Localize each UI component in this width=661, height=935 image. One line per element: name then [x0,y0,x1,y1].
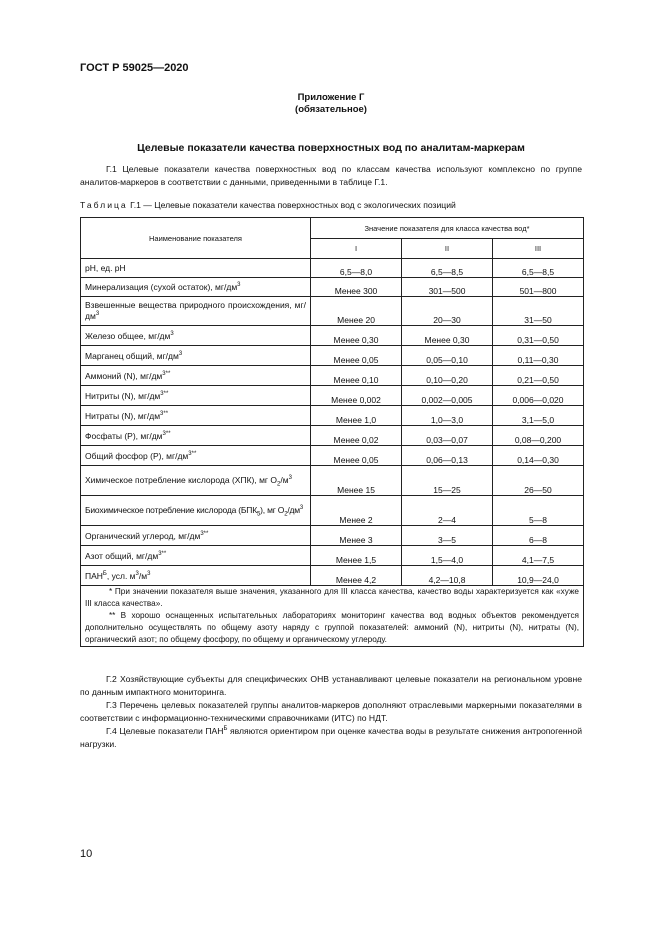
quality-table [80,217,584,647]
value-i: Менее 0,10 [311,366,402,386]
value-i: Менее 1,5 [311,546,402,566]
value-iii: 0,11—0,30 [493,346,584,366]
paragraph-g1-text: Г.1 Целевые показатели качества поверхностных вод по классам качества используют комплексно по группе аналитов-маркеров в соответствии с данными, приведенными в таблице Г.1. [80,164,582,187]
row-name: Азот общий, $мг/дм^{3**}$ [81,546,311,566]
value-iii: 26—50 [493,466,584,496]
table-row [81,446,584,466]
row-name: Взвешенные вещества природного происхождения, $мг/дм^3$ [81,297,311,326]
value-i: Менее 0,05 [311,346,402,366]
class-header-iii: III [493,239,584,259]
row-name: Фосфаты (P), $мг/дм^{3**}$ [81,426,311,446]
value-ii: 0,06—0,13 [402,446,493,466]
paragraph-g4: Г.4 Целевые показатели $ПАН^Б$ являются ориентиром при оценке качества воды в результате снижения антропогенной нагрузки. [80,726,582,749]
value-ii: Менее 0,30 [402,326,493,346]
value-ii: 0,05—0,10 [402,346,493,366]
paragraph-g1 [80,163,582,189]
value-iii: 31—50 [493,297,584,326]
row-name: Железо общее, $мг/дм^3$ [81,326,311,346]
col-group-header: Значение показателя для класса качества вод* [311,218,584,239]
table-row [81,278,584,297]
paragraph-g2: Г.2 Хозяйствующие субъекты для специфических ОНВ устанавливают целевые показатели на региональном уровне по данным импактного мониторинга. [80,674,582,697]
table-row [81,386,584,406]
value-iii: 0,08—0,200 [493,426,584,446]
row-name: Общий фосфор (P), $мг/дм^{3**}$ [81,446,311,466]
row-name: Нитриты (N), $мг/дм^{3**}$ [81,386,311,406]
value-ii: 1,0—3,0 [402,406,493,426]
value-iii: 6,5—8,5 [493,259,584,278]
document-header: ГОСТ Р 59025—2020 [80,62,189,74]
value-iii: 3,1—5,0 [493,406,584,426]
table-row [81,297,584,326]
value-iii: 0,006—0,020 [493,386,584,406]
table-notes-row [81,586,584,647]
paragraph-g3: Г.3 Перечень целевых показателей группы аналитов-маркеров дополняют отраслевыми маркерными показателями в соответствии с информационно-техническими справочниками (ИТС) по НДТ. [80,700,582,723]
value-i: Менее 0,002 [311,386,402,406]
appendix-status: (обязательное) [295,104,367,115]
table-row [81,496,584,526]
value-i: Менее 3 [311,526,402,546]
appendix-title: Приложение Г [297,92,365,103]
caption-prefix: Таблица [80,200,128,210]
table-row [81,466,584,496]
section-title: Целевые показатели качества поверхностных вод по аналитам-маркерам [137,142,525,154]
value-i: Менее 1,0 [311,406,402,426]
value-i: Менее 0,02 [311,426,402,446]
value-iii: 0,14—0,30 [493,446,584,466]
page-number: 10 [80,848,93,860]
value-iii: 4,1—7,5 [493,546,584,566]
value-i: Менее 20 [311,297,402,326]
value-iii: 0,21—0,50 [493,366,584,386]
table-row [81,406,584,426]
table-row [81,566,584,586]
row-name: $ПАН^Б$, усл. $м^3/м^3$ [81,566,311,586]
value-i: Менее 0,30 [311,326,402,346]
value-iii: 6—8 [493,526,584,546]
col-name-header: Наименование показателя [81,218,311,259]
class-header-ii: II [402,239,493,259]
value-i: Менее 4,2 [311,566,402,586]
value-i: Менее 300 [311,278,402,297]
value-iii: 0,31—0,50 [493,326,584,346]
caption-text: Г.1 — Целевые показатели качества поверхностных вод с экологических позиций [130,200,456,210]
table-notes [81,586,584,647]
value-ii: 4,2—10,8 [402,566,493,586]
row-name: Аммоний (N), $мг/дм^{3**}$ [81,366,311,386]
row-name: Нитраты (N), $мг/дм^{3**}$ [81,406,311,426]
table-row [81,526,584,546]
table-row [81,426,584,446]
note-1: * При значении показателя выше значения, указанного для III класса качества, качество воды характеризуется как «хуже III класса качества». [85,587,579,608]
value-ii: 0,002—0,005 [402,386,493,406]
value-ii: 3—5 [402,526,493,546]
value-ii: 0,03—0,07 [402,426,493,446]
row-name: Минерализация (сухой остаток), $мг/дм^3$ [81,278,311,297]
value-i: Менее 15 [311,466,402,496]
value-ii: 0,10—0,20 [402,366,493,386]
value-i: 6,5—8,0 [311,259,402,278]
value-ii: 2—4 [402,496,493,526]
value-i: Менее 0,05 [311,446,402,466]
row-name: Органический углерод, $мг/дм^{3**}$ [81,526,311,546]
table-row [81,259,584,278]
value-ii: 1,5—4,0 [402,546,493,566]
class-header-i: I [311,239,402,259]
value-i: Менее 2 [311,496,402,526]
value-ii: 15—25 [402,466,493,496]
value-iii: 501—800 [493,278,584,297]
table-caption [80,200,582,210]
table-row [81,546,584,566]
note-2: ** В хорошо оснащенных испытательных лабораториях мониторинг качества вод водных объектов рекомендуется дополнительно осуществлять по общему азоту наряду с группой показателей: аммоний (N), нитриты (N), нитраты (N), органический азот; по общему фосфору, по общему и органическому углероду. [85,611,579,644]
value-ii: 6,5—8,5 [402,259,493,278]
row-name: pH, ед. pH [81,259,311,278]
value-ii: 301—500 [402,278,493,297]
value-iii: 10,9—24,0 [493,566,584,586]
row-name: Марганец общий, $мг/дм^3$ [81,346,311,366]
value-ii: 20—30 [402,297,493,326]
table-row [81,326,584,346]
row-name: Биохимическое потребление кислорода $(БПК_5)$, мг $O_2/дм^3$ [81,496,311,526]
row-name: Химическое потребление кислорода (ХПК), мг $O_2/м^3$ [81,466,311,496]
table-row [81,366,584,386]
table-row [81,346,584,366]
value-iii: 5—8 [493,496,584,526]
